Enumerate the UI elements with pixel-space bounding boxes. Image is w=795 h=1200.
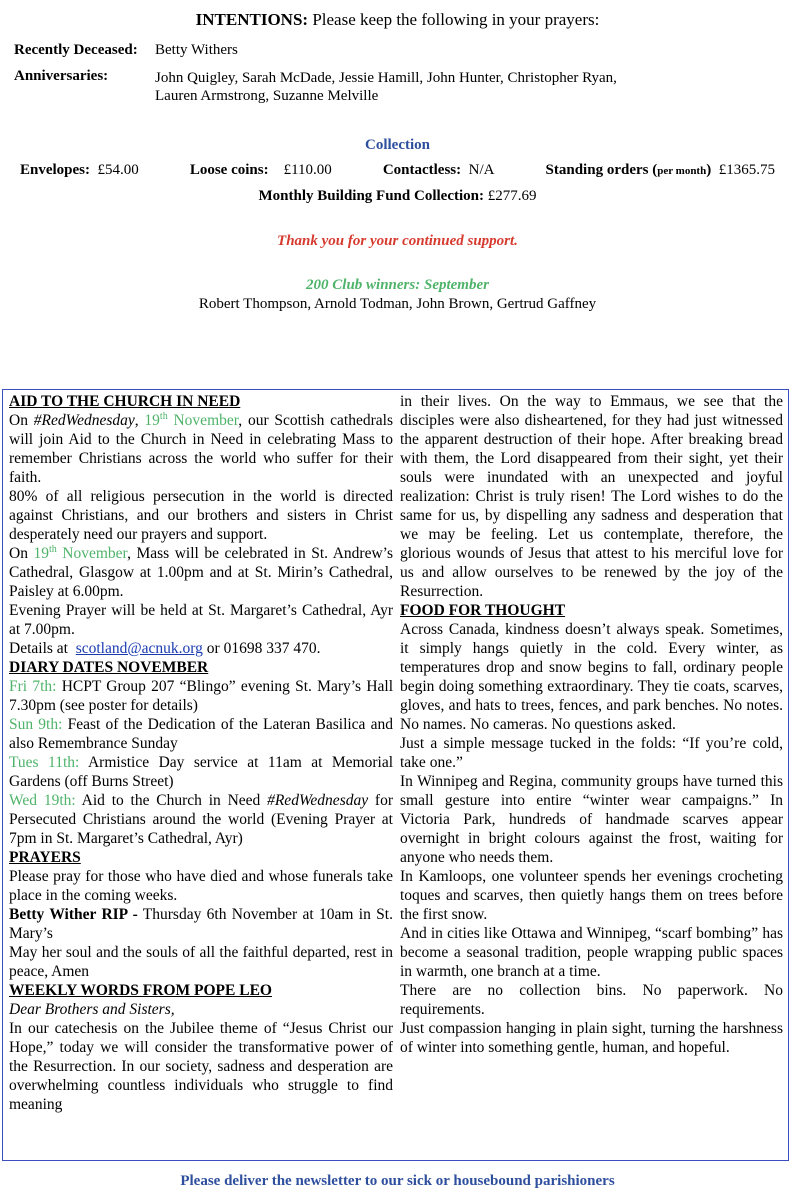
loose-coins-item [190,161,332,181]
collection-title: Collection [365,137,430,153]
contactless-value: N/A [468,162,495,178]
food-paragraph: And in cities like Ottawa and Winnipeg, “scarf bombing” has become a seasonal tradition, people wrapping public spaces in warmth, one branch at a time. [400,925,783,980]
food-paragraph: Just a simple message tucked in the folds: “If you’re cold, take one.” [400,735,783,771]
food-paragraph: There are no collection bins. No paperwork. No requirements. [400,982,783,1018]
left-column [9,392,393,1114]
collection-row [20,161,775,181]
anniversaries-label: Anniversaries: [14,68,109,84]
food-paragraph: In Kamloops, one volunteer spends her evenings crocheting toques and scarves, then quietly hangs them on trees before the first snow. [400,868,783,923]
envelopes-value: £54.00 [97,162,139,178]
prayers-paragraph-3: May her soul and the souls of all the faithful departed, rest in peace, Amen [9,944,393,980]
diary-item: Sun 9th: Feast of the Dedication of the Lateran Basilica and also Remembrance Sunday [9,716,393,752]
food-paragraph: Just compassion hanging in plain sight, turning the harshness of winter into something gentle, human, and hopeful. [400,1020,783,1056]
diary-item: Wed 19th: Aid to the Church in Need #RedWednesday for Persecuted Christians around the world (Evening Prayer at 7pm in St. Margaret’s Cathedral, Ayr) [9,792,393,847]
acn-details: Details at scotland@acnuk.org or 01698 337 470. [9,640,321,657]
anniversaries-line-2: Lauren Armstrong, Suzanne Melville [155,88,379,104]
pope-paragraph-start: In our catechesis on the Jubilee theme of “Jesus Christ our Hope,” today we will consider the transformative power of the Resurrection. In our society, sadness and desperation are overwhelming countless individuals who struggle to find meaning [9,1020,393,1113]
deceased-value: Betty Withers [155,42,238,58]
intentions-label: INTENTIONS: [195,10,309,29]
deceased-label: Recently Deceased: [14,42,138,58]
building-fund-value: £277.69 [487,188,537,204]
loose-coins-value: £110.00 [283,162,332,178]
acn-heading: AID TO THE CHURCH IN NEED [9,393,241,410]
contactless-item [383,161,495,181]
intentions-section [0,0,795,380]
club-winners: Robert Thompson, Arnold Todman, John Brown, Gertrud Gaffney [198,296,597,312]
food-heading: FOOD FOR THOUGHT [400,602,566,619]
building-fund [0,187,795,206]
intentions-title [0,10,795,30]
diary-item: Fri 7th: HCPT Group 207 “Blingo” evening St. Mary’s Hall 7.30pm (see poster for details) [9,678,394,714]
footer-note: Please deliver the newsletter to our sick or housebound parishioners [180,1173,615,1189]
pope-paragraph-continued: in their lives. On the way to Emmaus, we see that the disciples were also disheartened, for they had just witnessed the apparent destruction of their hope. After breaking bread with them, the Lord disappeared from their sight, yet their souls were inundated with an unexpected and joyful realization: Christ is truly risen! The Lord wishes to do the same for us, by dispelling any sadness and desperation that we may be feeling. Let us contemplate, therefore, the glorious wounds of Jesus that attest to his merciful love for us and allow ourselves to be renewed by the joy of the Resurrection. [400,393,783,600]
right-column [400,392,783,1057]
acn-paragraph-1: On #RedWednesday, 19th November, our Scottish cathedrals will join Aid to the Church in Need in celebrating Mass to remember Christians across the world who suffer for their faith. [9,410,393,486]
standing-orders-item [546,161,775,181]
acn-email-link[interactable]: scotland@acnuk.org [75,640,203,657]
newsletter-box [2,389,789,1161]
standing-orders-value: £1365.75 [718,162,775,178]
acn-paragraph-2: 80% of all religious persecution in the world is directed against Christians, and our brothers and sisters in Christ desperately need our prayers and support. [9,488,393,543]
prayers-heading: PRAYERS [9,849,81,866]
intentions-instruction: Please keep the following in your prayers: [308,10,600,29]
pope-salutation: Dear Brothers and Sisters, [9,1001,175,1018]
food-paragraph: Across Canada, kindness doesn’t always speak. Sometimes, it simply hangs quietly in the cold. Every winter, as temperatures drop and snow begins to fall, ordinary people begin doing something extraordinary. They tie coats, scarves, gloves, and hats to trees, fences, and park benches. No notes. No names. No cameras. No questions asked. [400,621,783,733]
thanks-message: Thank you for your continued support. [277,233,518,249]
diary-item: Tues 11th: Armistice Day service at 11am at Memorial Gardens (off Burns Street) [9,754,394,790]
food-paragraph: In Winnipeg and Regina, community groups have turned this small gesture into entire “winter wear campaigns.” In Victoria Park, hundreds of handmade scarves appear overnight in bright colours against the frost, waiting for anyone who needs them. [400,773,783,866]
anniversaries-line-1: John Quigley, Sarah McDade, Jessie Hamill, John Hunter, Christopher Ryan, [155,70,617,86]
pope-heading: WEEKLY WORDS FROM POPE LEO [9,982,272,999]
diary-heading: DIARY DATES NOVEMBER [9,659,209,676]
envelopes-item [20,161,139,181]
standing-orders-paren: ) [706,162,712,178]
acn-paragraph-3: On 19th November, Mass will be celebrated in St. Andrew’s Cathedral, Glasgow at 1.00pm and at St. Mirin’s Cathedral, Paisley at 6.00pm. [9,543,393,600]
acn-paragraph-4: Evening Prayer will be held at St. Margaret’s Cathedral, Ayr at 7.00pm. [9,602,393,638]
standing-orders-label: Standing orders ( [545,162,658,178]
club-title: 200 Club winners: September [306,277,489,293]
contactless-label: Contactless: [382,162,462,178]
standing-orders-period: per month [657,165,707,177]
building-fund-label: Monthly Building Fund Collection: [258,188,484,204]
loose-coins-label: Loose coins: [189,162,269,178]
prayers-paragraph-1: Please pray for those who have died and whose funerals take place in the coming weeks. [9,868,393,904]
envelopes-label: Envelopes: [20,162,91,178]
prayers-funeral-notice: Betty Wither RIP - Thursday 6th November at 10am in St. Mary’s [9,906,393,942]
